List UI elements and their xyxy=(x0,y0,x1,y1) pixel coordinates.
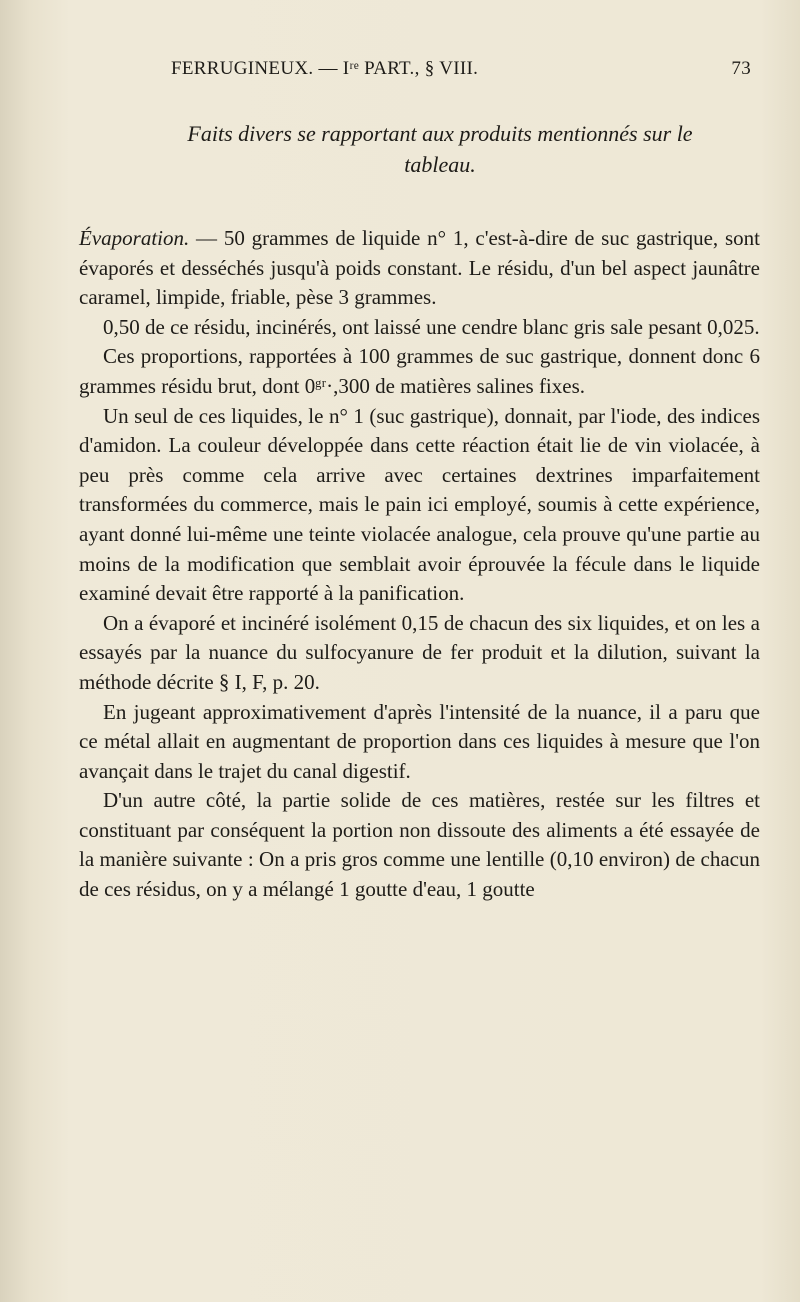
page-number: 73 xyxy=(731,58,751,79)
paragraph-intensity: En jugeant approximativement d'après l'intensité de la nuance, il a paru que ce métal allait en augmentant de proportion dans ces liquides à mesure que l'on avançait dans le trajet du canal digestif. xyxy=(79,699,760,783)
paragraph-evaporation xyxy=(79,224,760,313)
paragraph-text: — 50 grammes de liquide n° 1, c'est-à-dire de suc gastrique, sont évaporés et desséchés jusqu'à poids constant. Le résidu, d'un bel aspect jaunâtre caramel, limpide, friable, pèse 3 grammes. xyxy=(79,226,760,310)
paragraph-incineration: On a évaporé et incinéré isolément 0,15 de chacun des six liquides, et on les a essayés par la nuance du sulfocyanure de fer produit et la dilution, suivant la méthode décrite § I, F, p. 20. xyxy=(79,610,760,694)
paragraph-solid-part: D'un autre côté, la partie solide de ces matières, restée sur les filtres et constituant par conséquent la portion non dissoute des aliments a été essayée de la manière suivante : On a pris gros comme une lentille (0,10 environ) de chacun de ces résidus, on y a mélangé 1 goutte d'eau, 1 goutte xyxy=(79,788,760,902)
paragraph-iodine: Un seul de ces liquides, le n° 1 (suc gastrique), donnait, par l'iode, des indices d'amidon. La couleur développée dans cette réaction était lie de vin violacée, à peu près comme cela arrive avec certaines dextrines imparfaitement transformées du commerce, mais le pain ici employé, soumis à cette expérience, ayant donné lui-même une teinte violacée analogue, cela prouve qu'une partie au moins de la modification que semblait avoir éprouvée la fécule dans le liquide examiné devait être rapporté à la panification. xyxy=(79,403,760,606)
running-title: FERRUGINEUX. — Iʳᵉ PART., § VIII. xyxy=(171,58,479,79)
paragraph-proportions: Ces proportions, rapportées à 100 grammes de suc gastrique, donnent donc 6 grammes résidu brut, dont 0ᵍʳ·,300 de matières salines fixes. xyxy=(79,344,760,398)
section-title: Faits divers se rapportant aux produits mentionnés sur le tableau. xyxy=(187,121,693,177)
paragraph-lead: Évaporation. xyxy=(79,226,190,250)
running-header xyxy=(171,58,751,86)
paragraph-residue: 0,50 de ce résidu, incinérés, ont laissé une cendre blanc gris sale pesant 0,025. xyxy=(103,314,760,339)
body-text xyxy=(79,224,760,905)
